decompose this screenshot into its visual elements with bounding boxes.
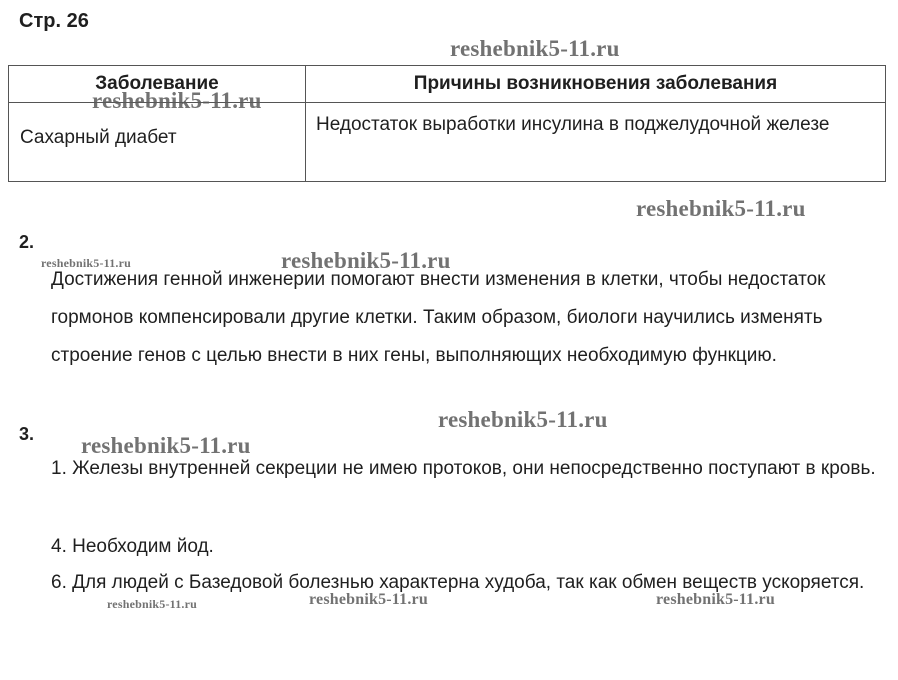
watermark: reshebnik5-11.ru [450,36,620,61]
watermark: reshebnik5-11.ru [636,196,806,221]
watermark: reshebnik5-11.ru [309,591,428,608]
table-row [9,103,886,182]
table-header-causes: Причины возникновения заболевания [306,66,886,103]
watermark: reshebnik5-11.ru [41,256,131,270]
task-3-item-6: 6. Для людей с Базедовой болезнью характерна худоба, так как обмен веществ ускоряется. [51,572,865,593]
task-3-number: 3. [19,424,35,444]
watermark: reshebnik5-11.ru [92,88,262,113]
watermark: reshebnik5-11.ru [81,433,251,458]
disease-name: Сахарный диабет [20,127,177,148]
task-2-number: 2. [19,232,35,252]
task-2-answer: Достижения генной инженерии помогают внести изменения в клетки, чтобы недостаток гормонов компенсировали другие клетки. Таким образом, биологи научились изменять строение генов с целью внести в них гены, выполняющих необходимую функцию. [51,269,826,366]
table-cell-cause [306,103,886,182]
table-cell-disease [9,103,306,182]
watermark: reshebnik5-11.ru [281,248,451,273]
table-header-disease: Заболевание [9,66,306,103]
page-reference: Стр. 26 [19,10,89,32]
watermark: reshebnik5-11.ru [438,407,608,432]
watermark: reshebnik5-11.ru [656,591,775,608]
watermark: reshebnik5-11.ru [107,597,197,611]
task-3-item-1: 1. Железы внутренней секреции не имею протоков, они непосредственно поступают в кровь. [51,458,876,479]
task-3-item-4: 4. Необходим йод. [51,536,214,557]
diseases-table [8,65,886,182]
disease-cause: Недостаток выработки инсулина в поджелудочной железе [316,114,830,135]
